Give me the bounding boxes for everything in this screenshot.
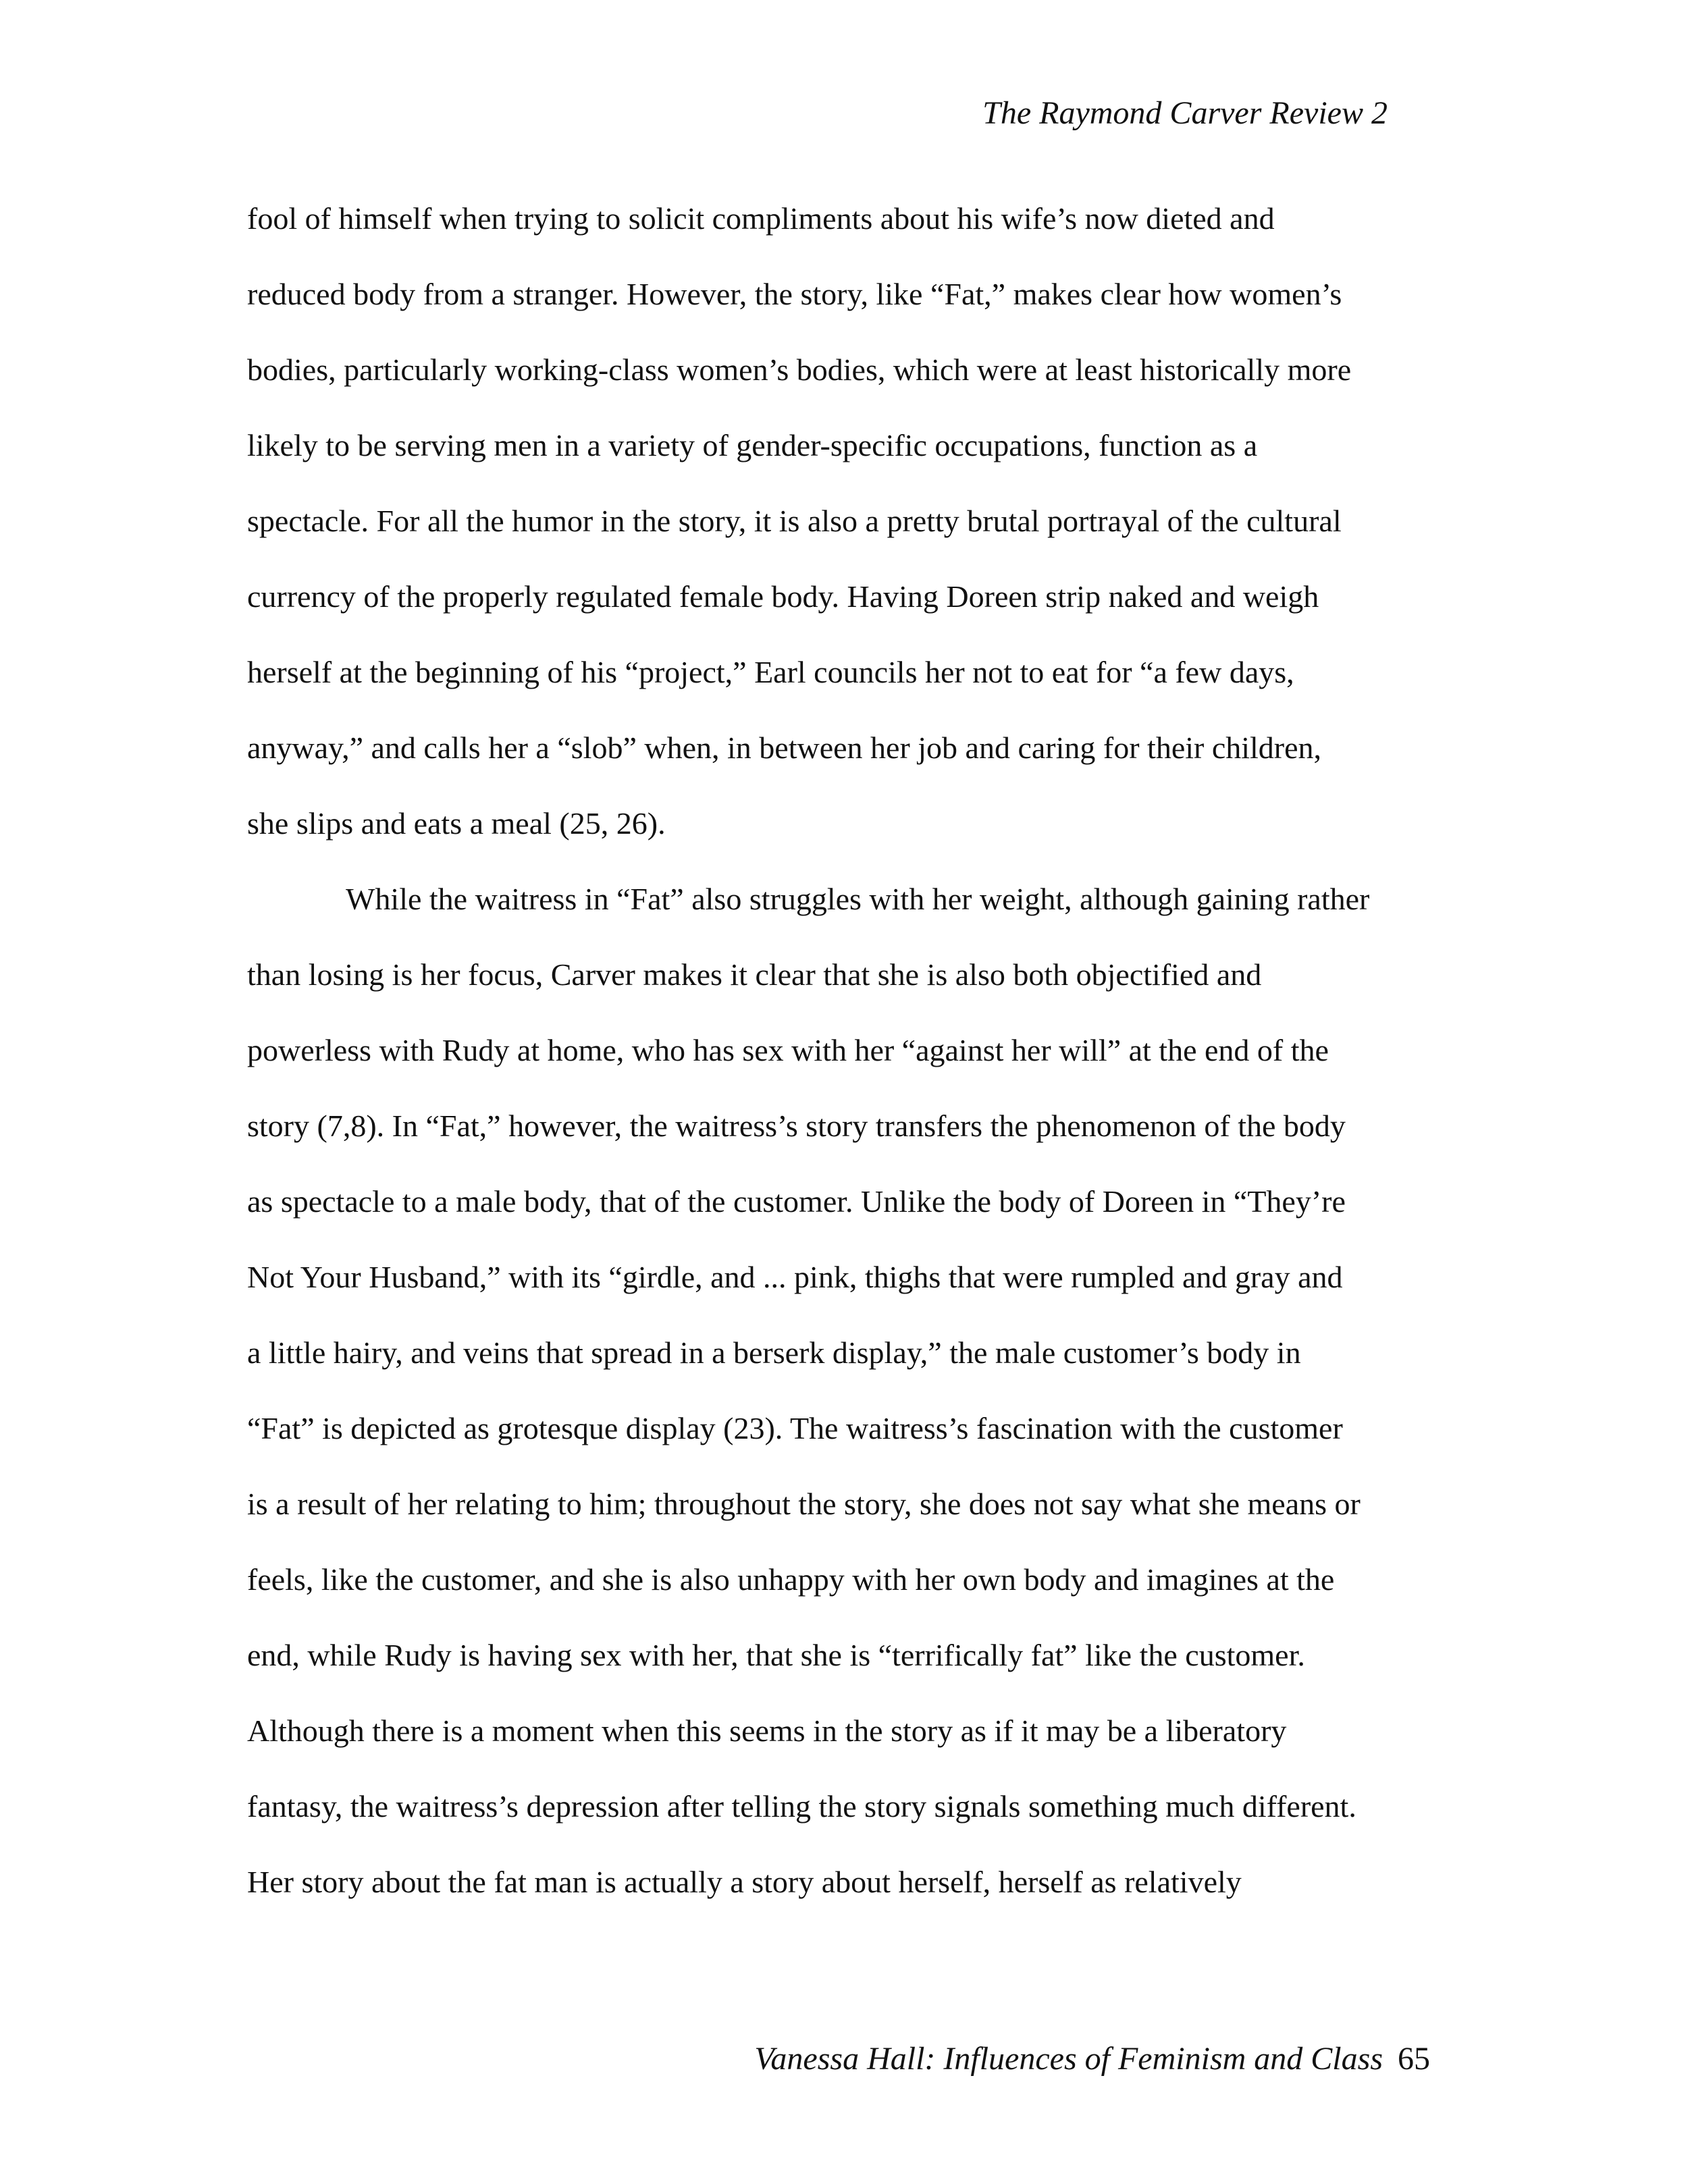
text-line: anyway,” and calls her a “slob” when, in between her job and caring for their children, — [247, 730, 1322, 765]
text-line: feels, like the customer, and she is also unhappy with her own body and imagines at the — [247, 1562, 1335, 1597]
footer-author-title: Vanessa Hall: Influences of Feminism and Class — [754, 2041, 1383, 2077]
text-line: she slips and eats a meal (25, 26). — [247, 806, 666, 841]
text-line: herself at the beginning of his “project,” Earl councils her not to eat for “a few days, — [247, 655, 1294, 689]
text-line: Not Your Husband,” with its “girdle, and ... pink, thighs that were rumpled and gray and — [247, 1260, 1343, 1294]
text-line: bodies, particularly working-class women’s bodies, which were at least historically more — [247, 352, 1352, 387]
page-footer — [754, 2039, 1430, 2079]
text-line: currency of the properly regulated female body. Having Doreen strip naked and weigh — [247, 579, 1319, 614]
body-text — [247, 192, 1442, 1932]
text-line: Although there is a moment when this seems in the story as if it may be a liberatory — [247, 1713, 1287, 1748]
paragraph-first-line: While the waitress in “Fat” also struggles with her weight, although gaining rather — [346, 882, 1370, 916]
page-number: 65 — [1398, 2041, 1430, 2077]
text-line: Her story about the fat man is actually a story about herself, herself as relatively — [247, 1865, 1242, 1899]
text-line: powerless with Rudy at home, who has sex with her “against her will” at the end of the — [247, 1033, 1329, 1067]
text-line: likely to be serving men in a variety of gender-specific occupations, function as a — [247, 428, 1258, 462]
text-line: fantasy, the waitress’s depression after telling the story signals something much different. — [247, 1789, 1356, 1823]
text-line: fool of himself when trying to solicit compliments about his wife’s now dieted and — [247, 201, 1275, 236]
text-line: “Fat” is depicted as grotesque display (23). The waitress’s fascination with the customer — [247, 1411, 1343, 1445]
text-line: is a result of her relating to him; throughout the story, she does not say what she means or — [247, 1487, 1361, 1521]
text-line: as spectacle to a male body, that of the customer. Unlike the body of Doreen in “They’re — [247, 1184, 1346, 1219]
text-line: a little hairy, and veins that spread in a berserk display,” the male customer’s body in — [247, 1335, 1301, 1370]
text-line: story (7,8). In “Fat,” however, the waitress’s story transfers the phenomenon of the body — [247, 1109, 1346, 1143]
text-line: end, while Rudy is having sex with her, that she is “terrifically fat” like the customer. — [247, 1638, 1305, 1672]
text-line: than losing is her focus, Carver makes it clear that she is also both objectified and — [247, 957, 1262, 992]
text-line: reduced body from a stranger. However, the story, like “Fat,” makes clear how women’s — [247, 277, 1342, 311]
running-header: The Raymond Carver Review 2 — [982, 95, 1388, 131]
text-line: spectacle. For all the humor in the story, it is also a pretty brutal portrayal of the cultural — [247, 504, 1342, 538]
